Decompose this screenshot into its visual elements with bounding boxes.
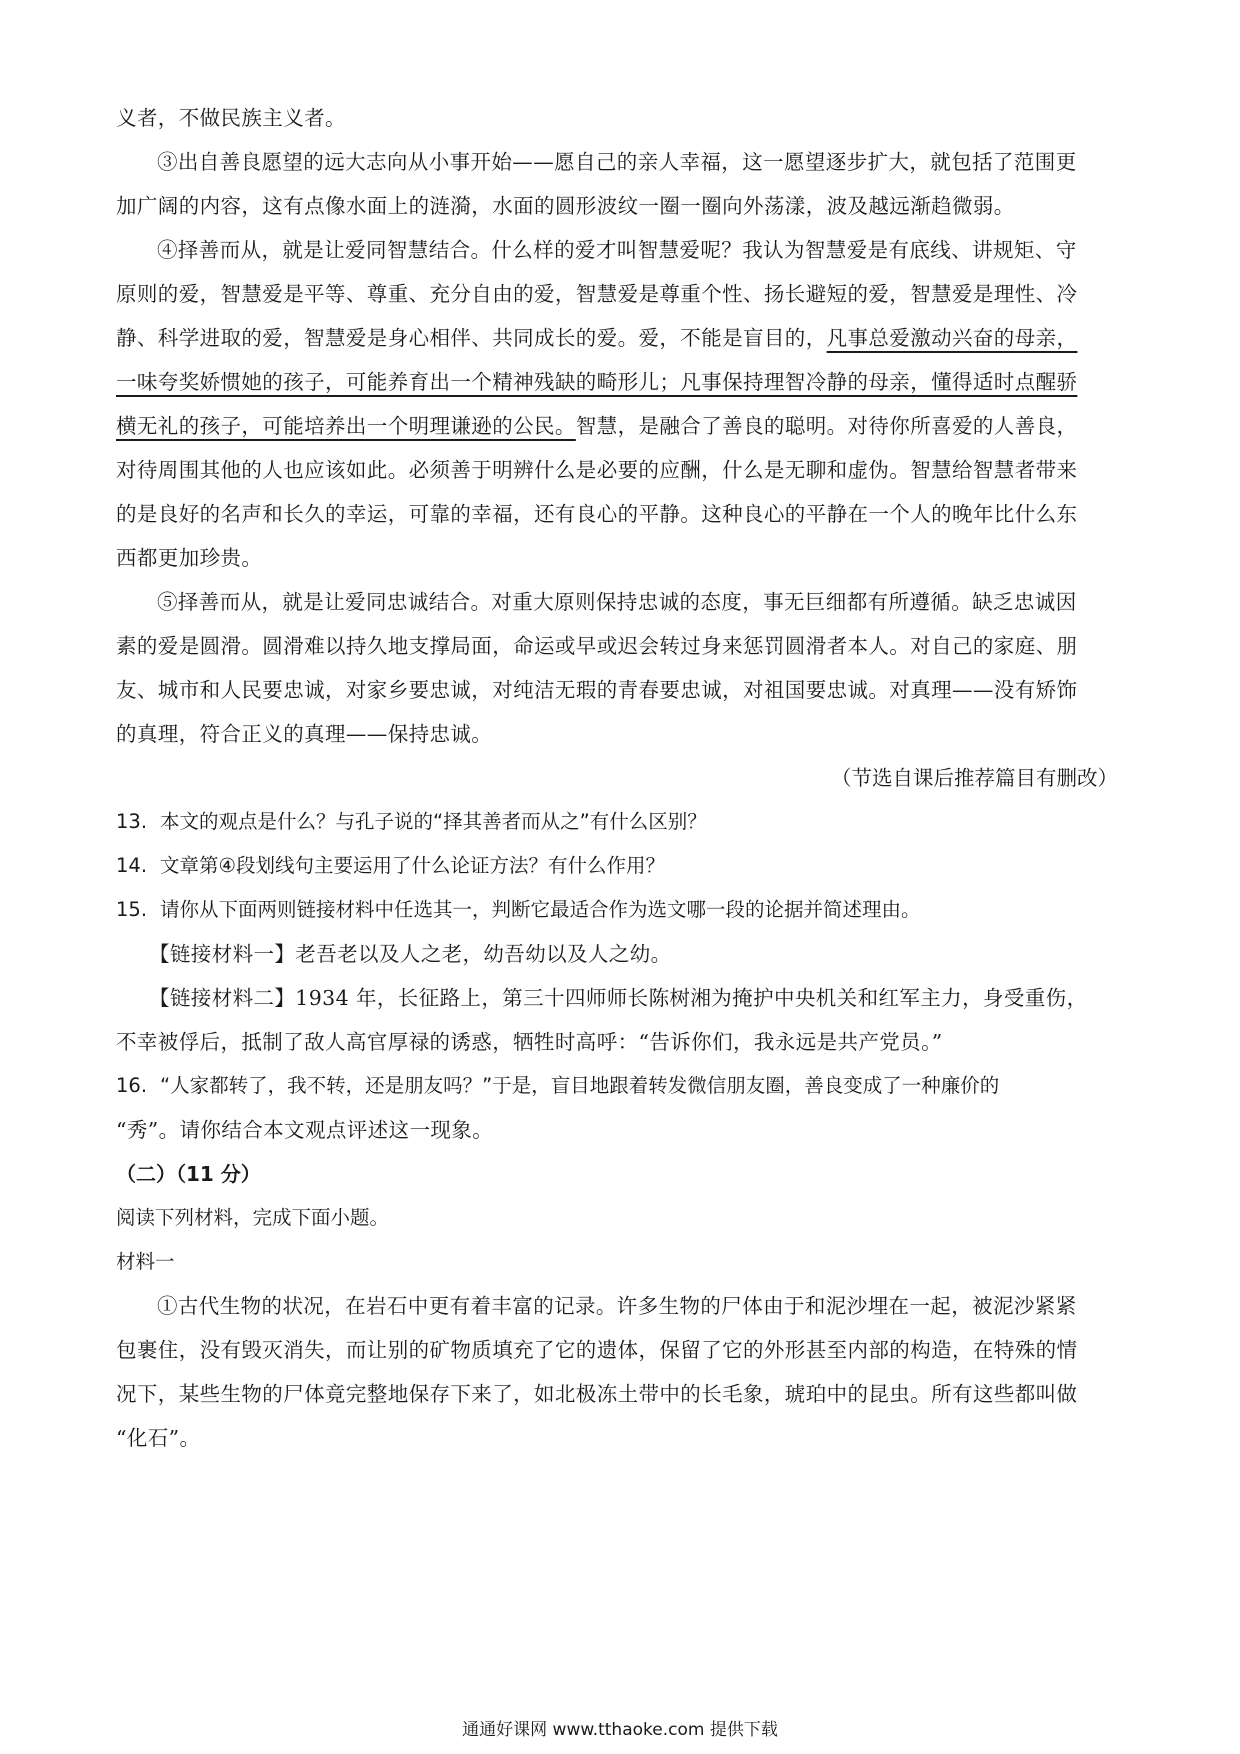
material-label: 材料一 bbox=[116, 1250, 175, 1273]
question-text: 本文的观点是什么？与孔子说的“择其善者而从之”有什么区别？ bbox=[160, 810, 707, 833]
link-material-2-line: 【链接材料二】1934 年，长征路上，第三十四师师长陈树湘为掩护中央机关和红军主力，身受重伤， bbox=[149, 986, 1088, 1010]
paragraph-4-line: 对待周围其他的人也应该如此。必须善于明辨什么是必要的应酬，什么是无聊和虚伪。智慧给智慧者带来 bbox=[116, 458, 1078, 482]
document-page bbox=[116, 96, 1126, 1460]
plain-text: 静、科学进取的爱，智慧爱是身心相伴、共同成长的爱。爱，不能是盲目的， bbox=[116, 326, 827, 350]
paragraph-3-line: ③出自善良愿望的远大志向从小事开始——愿自己的亲人幸福，这一愿望逐步扩大，就包括了范围更 bbox=[157, 150, 1077, 174]
paragraph-5-line: 友、城市和人民要忠诚，对家乡要忠诚，对纯洁无瑕的青春要忠诚，对祖国要忠诚。对真理——没有矫饰 bbox=[116, 678, 1078, 702]
plain-text: 智慧，是融合了善良的聪明。对待你所喜爱的人善良， bbox=[575, 414, 1078, 438]
paragraph-4-line bbox=[116, 404, 1126, 448]
paragraph-5-line: 的真理，符合正义的真理——保持忠诚。 bbox=[116, 722, 493, 746]
material-1-line: 况下，某些生物的尸体竟完整地保存下来了，如北极冻土带中的长毛象，琥珀中的昆虫。所有这些都叫做 bbox=[116, 1382, 1078, 1406]
question-text: 请你从下面两则链接材料中任选其一，判断它最适合作为选文哪一段的论据并简述理由。 bbox=[160, 898, 921, 921]
footer-watermark: 通通好课网 www.tthaoke.com 提供下载 bbox=[462, 1720, 778, 1740]
source-note: （节选自课后推荐篇目有删改） bbox=[831, 766, 1118, 790]
underlined-sentence: 横无礼的孩子，可能培养出一个明理谦逊的公民。 bbox=[116, 414, 576, 438]
question-text: “人家都转了，我不转，还是朋友吗？”于是，盲目地跟着转发微信朋友圈，善良变成了一种廉价的 bbox=[160, 1074, 1000, 1097]
paragraph-2-tail: 义者，不做民族主义者。 bbox=[116, 106, 346, 130]
paragraph-4-line bbox=[116, 360, 1126, 404]
material-1-line: “化石”。 bbox=[116, 1426, 201, 1450]
paragraph-3-line: 加广阔的内容，这有点像水面上的涟漪，水面的圆形波纹一圈一圈向外荡漾，波及越远渐趋微弱。 bbox=[116, 194, 1015, 218]
paragraph-4-line bbox=[116, 316, 1126, 360]
question-number: 16. bbox=[116, 1074, 148, 1097]
material-1-paragraph bbox=[116, 1284, 1126, 1460]
paragraph-5-line: 素的爱是圆滑。圆滑难以持久地支撑局面，命运或早或迟会转过身来惩罚圆滑者本人。对自己的家庭、朋 bbox=[116, 634, 1078, 658]
question-13 bbox=[116, 800, 1126, 844]
underlined-sentence: 一味夸奖娇惯她的孩子，可能养育出一个精神残缺的畸形儿；凡事保持理智冷静的母亲，懂得适时点醒骄 bbox=[116, 370, 1078, 394]
material-1-line: 包裹住，没有毁灭消失，而让别的矿物质填充了它的遗体，保留了它的外形甚至内部的构造，在特殊的情 bbox=[116, 1338, 1078, 1362]
underlined-sentence: 凡事总爱激动兴奋的母亲， bbox=[826, 326, 1078, 350]
paragraph-4-line: 原则的爱，智慧爱是平等、尊重、充分自由的爱，智慧爱是尊重个性、扬长避短的爱，智慧爱是理性、冷 bbox=[116, 282, 1078, 306]
question-15 bbox=[116, 888, 1126, 932]
paragraph-4 bbox=[116, 228, 1126, 580]
paragraph-5-line: ⑤择善而从，就是让爱同忠诚结合。对重大原则保持忠诚的态度，事无巨细都有所遵循。缺乏忠诚因 bbox=[157, 590, 1077, 614]
question-16 bbox=[116, 1064, 1126, 1108]
link-material-1: 【链接材料一】老吾老以及人之老，幼吾幼以及人之幼。 bbox=[149, 942, 672, 966]
section-heading: （二）（11 分） bbox=[116, 1162, 261, 1186]
paragraph-4-line: 西都更加珍贵。 bbox=[116, 546, 263, 570]
question-14 bbox=[116, 844, 1126, 888]
paragraph-4-line: ④择善而从，就是让爱同智慧结合。什么样的爱才叫智慧爱呢？我认为智慧爱是有底线、讲规矩、守 bbox=[157, 238, 1077, 262]
material-1-line: ①古代生物的状况，在岩石中更有着丰富的记录。许多生物的尸体由于和泥沙埋在一起，被泥沙紧紧 bbox=[157, 1294, 1077, 1318]
question-text: 文章第④段划线句主要运用了什么论证方法？有什么作用？ bbox=[160, 854, 665, 877]
paragraph-3 bbox=[116, 140, 1126, 228]
paragraph-5 bbox=[116, 580, 1126, 756]
link-material-2-line: 不幸被俘后，抵制了敌人高官厚禄的诱惑，牺牲时高呼：“告诉你们，我永远是共产党员。” bbox=[116, 1030, 943, 1054]
question-number: 14. bbox=[116, 854, 148, 877]
question-16-line: “秀”。请你结合本文观点评述这一现象。 bbox=[116, 1118, 494, 1142]
question-number: 13. bbox=[116, 810, 148, 833]
paragraph-4-line: 的是良好的名声和长久的幸运，可靠的幸福，还有良心的平静。这种良心的平静在一个人的晚年比什么东 bbox=[116, 502, 1078, 526]
question-number: 15. bbox=[116, 898, 148, 921]
section-instruction: 阅读下列材料，完成下面小题。 bbox=[116, 1206, 390, 1229]
